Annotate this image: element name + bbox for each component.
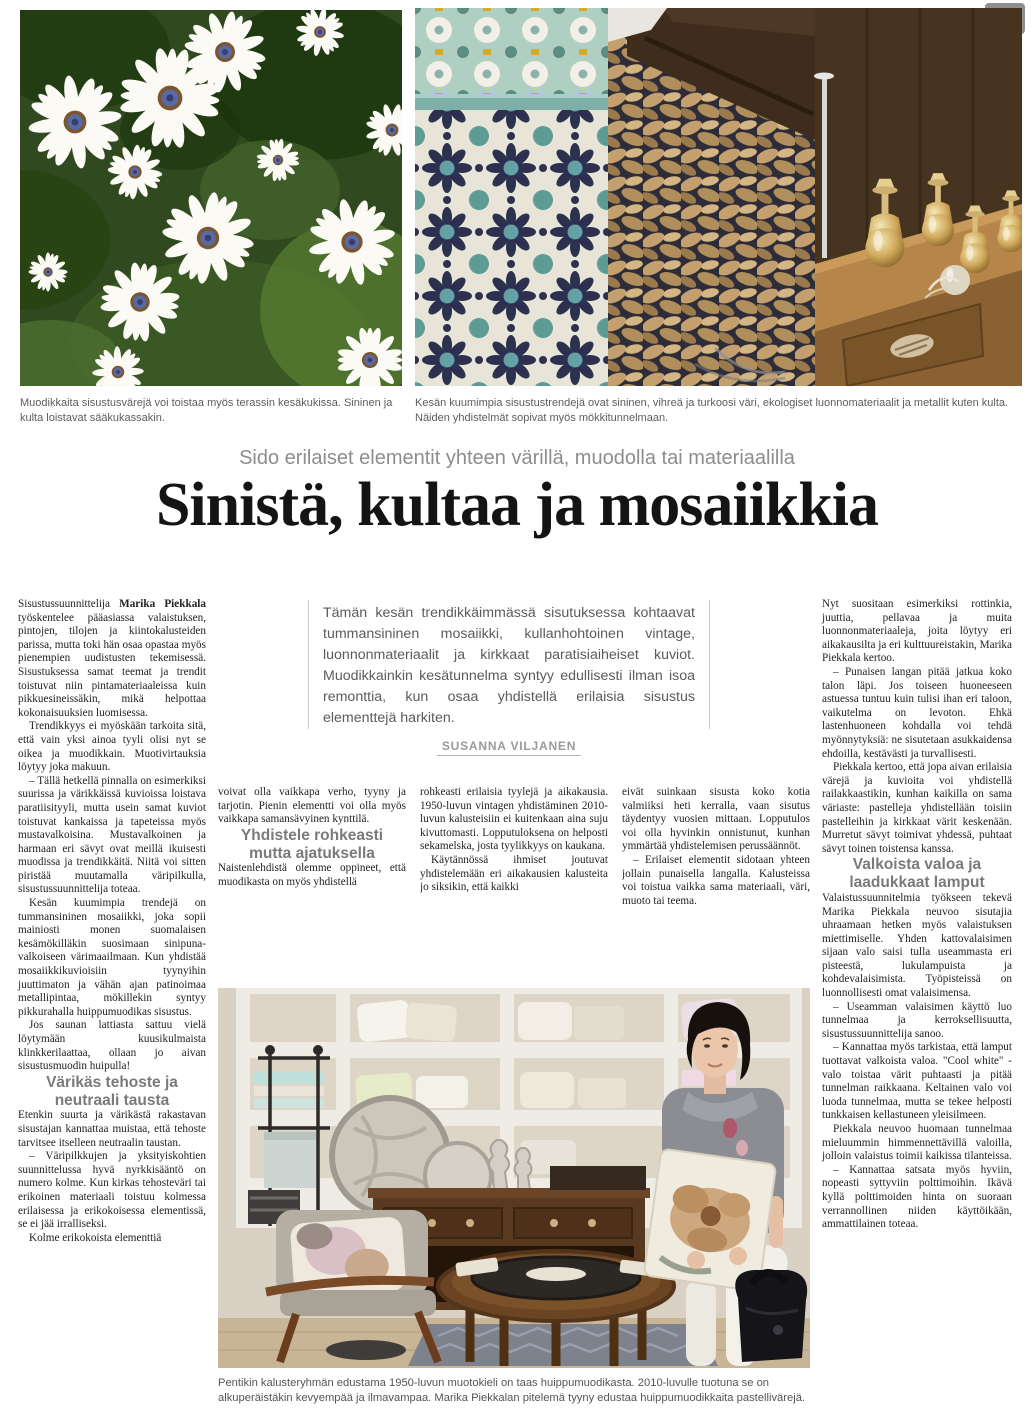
paragraph: Käytännössä ihmiset joutuvat yhdistelemään eri aikakausien kalusteita jo siksikin, että kaikki — [420, 853, 608, 894]
paragraph: Jos saunan lattiasta sattuu vielä löytymään kuusikulmaista klinkkerilaattaa, ollaan jo aivan sisustusmuodin huipulla! — [18, 1019, 206, 1073]
subhead-yhdistele: Yhdistele rohkeasti mutta ajatuksella — [240, 826, 384, 862]
paragraph: Etenkin suurta ja värikästä rakastavan sisustajan kannattaa muistaa, että tehoste tarvitsee itselleen neutraalin taustan. — [18, 1109, 206, 1149]
paragraph: – Kannattaa myös tarkistaa, että lamput tuottavat valkoista valoa. "Cool white" -valo toistaa värit puhtaasti ja pitää tunnelman raikkaana. Keltainen valo voi luoda tunnelmaa, mutta se tekee helposti tunkkaisen kellastuneen yleisilmeen. — [822, 1041, 1012, 1122]
photo-interior-designer — [218, 988, 810, 1368]
column-2 — [218, 786, 406, 984]
paragraph: rohkeasti erilaisia tyylejä ja aikakausia. 1950-luvun vintagen yhdistäminen 2010-luvun kalusteisiin ei kuitenkaan aina suju kivuttomasti. Lopputuloksena on helposti sekamelska, josta tyylikkyys on kaukana. — [420, 786, 608, 853]
photo-daisies — [20, 10, 402, 386]
paragraph: – Useamman valaisimen käyttö luo tunnelmaa ja kerroksellisuutta, sisustussuunnittelija sanoo. — [822, 1000, 1012, 1040]
paragraph: Kesän kuumimpia trendejä on tummansininen mosaiikki, joka sopii mainiosti monen suomalaisen kesämökilläkin suosimaan sinipuna-valkoiseen värimaailmaan. Kun yhdistää mosaiikkikuvioisiin tyynyihin juuttimaton ja vähän ajan patinoimaa metallipintaa, mökillekin syntyy pikkurahalla huippumuodikas sisustus. — [18, 897, 206, 1018]
caption-top-left: Muodikkaita sisustusvärejä voi toistaa myös terassin kesäkukissa. Sininen ja kulta loistavat sääkukassakin. — [20, 397, 393, 424]
byline-wrap — [308, 737, 710, 756]
photo-tiles-jute-gold — [415, 8, 1022, 386]
paragraph: Valaistussuunnitelmia työkseen tekevä Marika Piekkala neuvoo sisutajia uhraamaan hetken myös valaistuksen miettimiselle. Yhden kattovalaisimen sijaan valo saisi tulla useammasta eri pisteestä, lukulampuista ja kohdevalaisimista. Työpisteissä on luonnollisesti omat valaisimensa. — [822, 891, 1012, 1000]
paragraph: – Väripilkkujen ja yksityiskohtien suunnittelussa hyvä nyrkkisääntö on numero kolme. Kun kirkas tehosteväri tai erikoinen materiaali toistuu kolmessa erilaisessa ja erikokoisessa elementissä, se ei jää irralliseksi. — [18, 1150, 206, 1231]
paragraph: Piekkala kertoo, että jopa aivan erilaisia värejä ja kuvioita voi yhdistellä railakkaastikin, kunhan kaikilla on sama väriaste: pastelleja yhdistellään toisiin pastelleihin ja kirkkaat värit keskenään. Murretut sävyt toimivat yhdessä, puhtaat sävyt toinen toistensa kanssa. — [822, 761, 1012, 855]
caption-bottom: Pentikin kalusteryhmän edustama 1950-luvun muotokieli on taas huippumuodikasta. 2010-luvulle tuotuna se on alkuperäistäkin kevyempää ja ilmavampaa. Marika Piekkalan pitelemä tyyny edustaa huippumuodikkaita pastellivärejä. — [218, 1377, 806, 1404]
paragraph: Nyt suositaan esimerkiksi rottinkia, juuttia, pellavaa ja muita luonnonmateriaaleja, joita löytyy eri aikakausilta ja eri kulttuureistakin, Marika Piekkala kertoo. — [822, 598, 1012, 665]
paragraph: Naistenlehdistä olemme oppineet, että muodikasta on myös yhdistellä — [218, 862, 406, 888]
paragraph: – Erilaiset elementit sidotaan yhteen jollain punaisella langalla. Kalusteissa voi toistua vaikka sama materiaali, väri, muoto tai teema. — [622, 853, 810, 907]
paragraph: Piekkala neuvoo huomaan tunnelmaa mieluummin himmennettävillä valoilla, jolloin valaistus toimii kaikissa tilanteissa. — [822, 1123, 1012, 1163]
byline: SUSANNA VILJANEN — [437, 739, 581, 756]
paragraph: Sisustussuunnittelija Marika Piekkala työskentelee pääasiassa valaistuksen, pintojen, tilojen ja kiintokalusteiden parissa, mutta toki hän osaa opastaa myös pienempien uudistusten tekemisessä. Sisustuksessa samat teemat ja trendit toistuvat niin pintamateriaaleissa kuin pikkuesineissäkin, mikä helpottaa kokonaisuuksien luomisessa. — [18, 598, 206, 719]
column-1 — [18, 598, 206, 1245]
subhead-valkoista-valoa: Valkoista valoa ja laadukkaat lamput — [849, 856, 985, 892]
column-5 — [822, 598, 1012, 1232]
paragraph: eivät suinkaan sisusta koko kotia valmiiksi heti kerralla, vaan sisutus täydentyy vuosien mittaan. Lopputulos voi olla hyvinkin onnistunut, kunhan ymmärtää yhdistelemisen perussäännöt. — [622, 786, 810, 853]
paragraph: Kolme erikokoista elementtiä — [29, 1231, 162, 1244]
person-name: Marika Piekkala — [119, 598, 206, 610]
headline: Sinistä, kultaa ja mosaiikkia — [155, 471, 879, 539]
kicker: Sido erilaiset elementit yhteen värillä, muodolla tai materiaalilla — [239, 447, 795, 469]
paragraph: voivat olla vaikkapa verho, tyyny ja tarjotin. Pienin elementti voi olla myös vaikkapa samansävyinen kynttilä. — [218, 786, 406, 826]
paragraph: – Kannattaa satsata myös hyviin, nopeasti syttyviin polttimoihin. Ikävä kyllä polttimoiden hinta on suoraan verrannollinen niiden käyttöikään, ammattilainen toteaa. — [822, 1163, 1012, 1231]
lead-paragraph: Tämän kesän trendikkäimmässä sisutuksessa kohtaavat tummansininen mosaiikki, kullanhohtoinen vintage, luonnonmateriaalit ja kirkkaat paratisiaiheiset kuviot. Muodikkainkin kesätunnelma syntyy edullisesti ilman isoa remonttia, kun osaa yhdistellä erilaisia sisustus elementtejä harkiten. — [308, 600, 710, 729]
column-3 — [420, 786, 608, 984]
paragraph: – Punaisen langan pitää jatkua koko talon läpi. Jos toiseen huoneeseen astuessa tuntuu kuin tulisi ihan eri taloon, vaikutelma on levoton. Ehkä lastenhuoneen kohdalla voi tehdä myönnytyksiä: ne sisutetaan asukkaidensa ehdoilla, kestävästi ja turvallisesti. — [822, 665, 1012, 760]
paragraph: Trendikkyys ei myöskään tarkoita sitä, että vain yksi ainoa tyyli olisi nyt se oikea ja muodikkain. Muotivirtauksia löytyy joka makuun. — [18, 720, 206, 774]
column-4 — [622, 786, 810, 984]
caption-top-right: Kesän kuumimpia sisustustrendejä ovat sininen, vihreä ja turkoosi väri, ekologiset luonnomateriaalit ja metallit kuten kulta. Näiden yhdistelmät sopivat myös mökkitunnelmaan. — [415, 397, 1009, 424]
paragraph: – Tällä hetkellä pinnalla on esimerkiksi suurissa ja värikkäissä kuvioissa loistava paratiisityyli, mutta usein samat kuviot toistuvat kankaissa ja tapeteissa myös mustavalkoisina. Mustavalkoinen ja harmaan eri sävyt ovat meillä ikuisesti muodissa ja trendikkäitä. Niitä voi sitten piristää muutamalla väripilkulla, sisustussuunnittelija toteaa. — [18, 774, 206, 896]
subhead-varikas-tehoste: Värikäs tehoste ja neutraali tausta — [46, 1073, 178, 1109]
